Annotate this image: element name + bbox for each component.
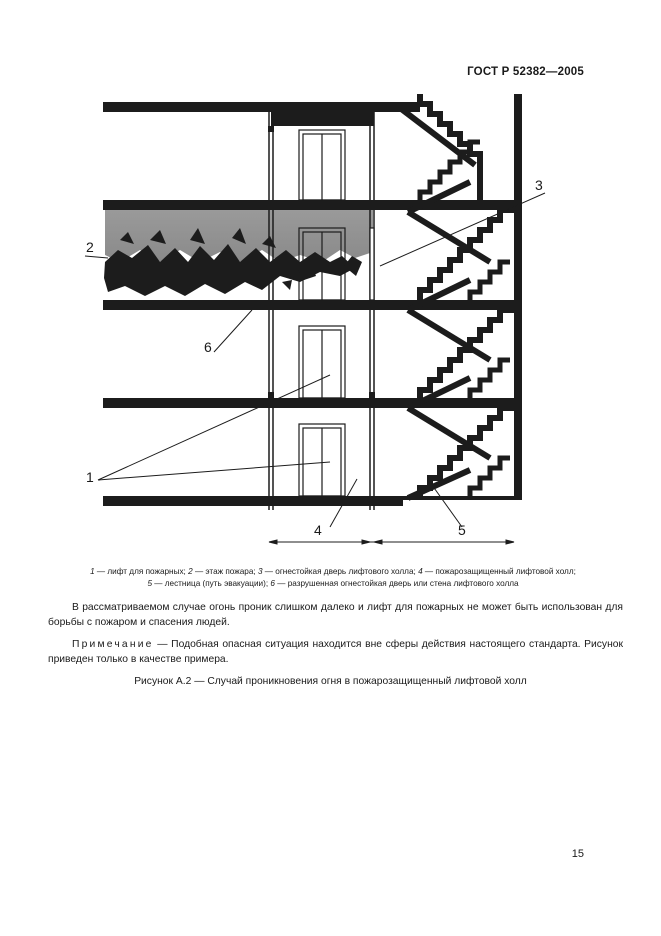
legend-num-2: 2 (188, 567, 193, 576)
legend-text-1: — лифт для пожарных; (94, 567, 186, 576)
callout-4: 4 (314, 522, 322, 538)
legend-num-6: 6 (270, 579, 275, 588)
note-label: Примечание (72, 639, 154, 650)
document-code: ГОСТ Р 52382—2005 (467, 66, 584, 78)
legend-text-5: — лестница (путь эвакуации); (152, 579, 269, 588)
stair-flights (400, 94, 514, 498)
callout-3: 3 (535, 177, 543, 193)
legend-text-3: — огнестойкая дверь лифтового холла; (262, 567, 416, 576)
floor-slabs (103, 102, 423, 506)
lift-doors (299, 130, 345, 496)
legend-num-5: 5 (147, 579, 152, 588)
callout-1: 1 (86, 469, 94, 485)
figure-caption: Рисунок А.2 — Случай проникновения огня в пожарозащищенный лифтовой холл (134, 676, 527, 687)
fire-door-lift-hall (370, 228, 374, 300)
figure-legend (48, 566, 618, 590)
legend-num-4: 4 (418, 567, 423, 576)
callout-6: 6 (204, 339, 212, 355)
legend-text-6: — разрушенная огнестойкая дверь или стена лифтового холла (274, 579, 519, 588)
note-text: — Подобная опасная ситуация находится вне сферы действия настоящего стандарта. Рисунок приведен только в качестве примера. (48, 639, 623, 665)
legend-text-2: — этаж пожара; (192, 567, 256, 576)
page-number: 15 (571, 848, 584, 860)
legend-num-3: 3 (257, 567, 263, 576)
body-paragraph: В рассматриваемом случае огонь проник слишком далеко и лифт для пожарных не может быть использован для борьбы с пожаром и спасения людей. (48, 602, 623, 628)
dimension-lines (269, 540, 514, 544)
callout-2: 2 (86, 239, 94, 255)
legend-num-1: 1 (90, 567, 95, 576)
legend-text-4: — пожарозащищенный лифтовой холл; (422, 567, 576, 576)
stairwell-wall (514, 94, 522, 500)
note-paragraph (48, 637, 623, 667)
callout-5: 5 (458, 522, 466, 538)
